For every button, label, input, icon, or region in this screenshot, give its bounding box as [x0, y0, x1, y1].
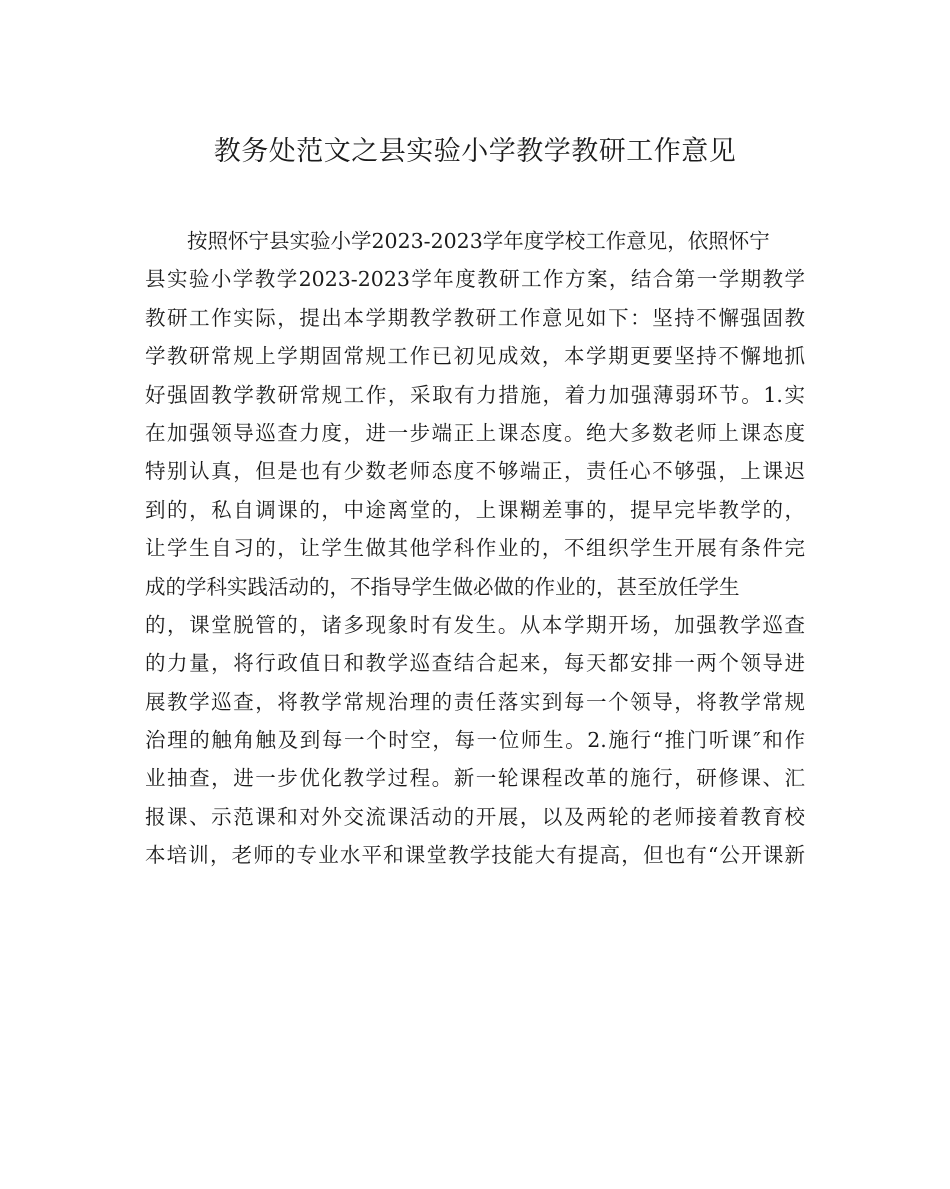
body-line-2: 县实验小学教学2023-2023学年度教研工作方案，结合第一学期教学 [145, 267, 805, 292]
body-line-4: 学教研常规上学期固常规工作已初见成效，本学期更要坚持不懈地抓 [145, 344, 805, 369]
body-line-12: 的力量，将行政值日和教学巡查结合起来，每天都安排一两个领导进 [145, 651, 805, 676]
document-title: 教务处范文之县实验小学教学教研工作意见 [213, 136, 737, 167]
body-line-14: 治理的触角触及到每一个时空，每一位师生。2.施行“推门听课″和作 [145, 728, 805, 753]
body-line-6: 在加强领导巡查力度，进一步端正上课态度。绝大多数老师上课态度 [145, 420, 805, 445]
body-line-3: 教研工作实际，提出本学期教学教研工作意见如下：坚持不懈强固教 [145, 305, 805, 330]
body-line-10: 成的学科实践活动的，不指导学生做必做的作业的，甚至放任学生 [145, 574, 740, 599]
body-line-5: 好强固教学教研常规工作，采取有力措施，着力加强薄弱环节。1.实 [145, 382, 805, 407]
body-line-13: 展教学巡查，将教学常规治理的责任落实到每一个领导，将教学常规 [145, 689, 805, 714]
body-line-1: 按照怀宁县实验小学2023-2023学年度学校工作意见，依照怀宁 [187, 229, 770, 253]
body-line-17: 本培训，老师的专业水平和课堂教学技能大有提高，但也有“公开课新 [145, 843, 805, 868]
body-line-16: 报课、示范课和对外交流课活动的开展，以及两轮的老师接着教育校 [145, 804, 805, 829]
body-line-9: 让学生自习的，让学生做其他学科作业的，不组织学生开展有条件完 [145, 536, 805, 561]
body-line-7: 特别认真，但是也有少数老师态度不够端正，责任心不够强，上课迟 [145, 459, 805, 484]
body-line-15: 业抽查，进一步优化教学过程。新一轮课程改革的施行，研修课、汇 [145, 766, 805, 791]
document-body [145, 222, 805, 875]
body-line-11: 的，课堂脱管的，诸多现象时有发生。从本学期开场，加强教学巡查 [145, 612, 805, 637]
body-line-8: 到的，私自调课的，中途离堂的，上课糊差事的，提早完毕教学的， [145, 497, 805, 522]
